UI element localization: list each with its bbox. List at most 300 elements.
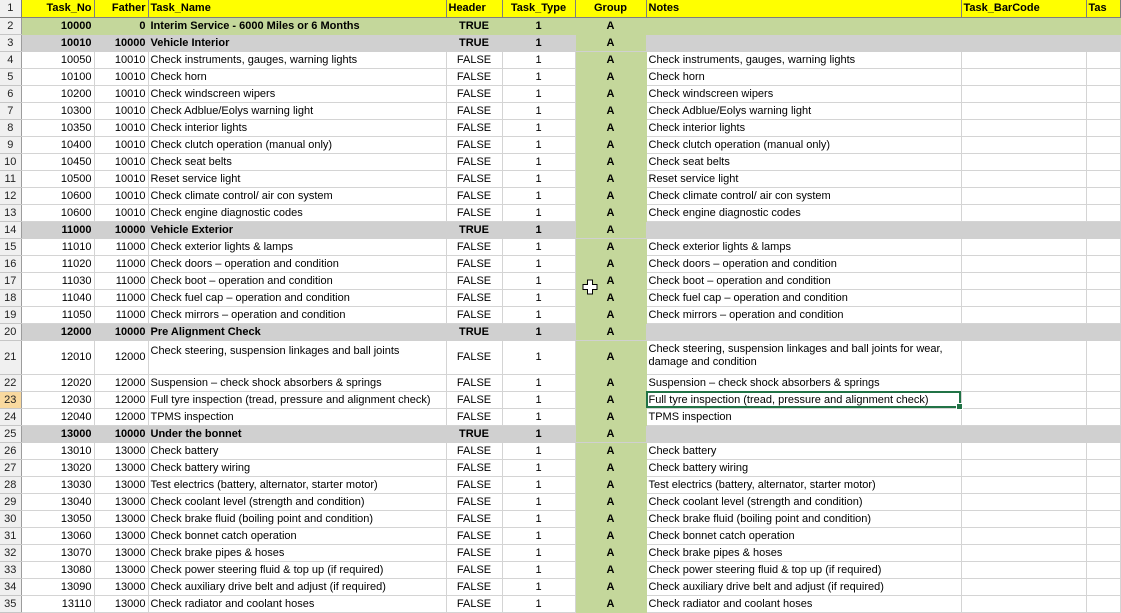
cell-task-barcode[interactable] — [961, 527, 1086, 544]
cell-task-barcode[interactable] — [961, 289, 1086, 306]
cell-header[interactable]: FALSE — [446, 255, 502, 272]
row-number[interactable]: 19 — [0, 306, 21, 323]
cell-header[interactable]: FALSE — [446, 85, 502, 102]
cell-task-no[interactable]: 12040 — [21, 408, 94, 425]
column-header-tas[interactable]: Tas — [1086, 0, 1120, 17]
row-number[interactable]: 18 — [0, 289, 21, 306]
cell-task-barcode[interactable] — [961, 442, 1086, 459]
cell-header[interactable]: FALSE — [446, 595, 502, 612]
cell-task-type[interactable]: 1 — [502, 204, 575, 221]
cell-father[interactable]: 13000 — [94, 510, 148, 527]
row-number[interactable]: 15 — [0, 238, 21, 255]
cell-task-name[interactable]: Check clutch operation (manual only) — [148, 136, 446, 153]
cell-task-no[interactable]: 10350 — [21, 119, 94, 136]
cell-group[interactable]: A — [575, 204, 646, 221]
cell-notes[interactable]: Check mirrors – operation and condition — [646, 306, 961, 323]
cell-tas[interactable] — [1086, 391, 1120, 408]
cell-header[interactable]: FALSE — [446, 578, 502, 595]
row-number[interactable]: 32 — [0, 544, 21, 561]
cell-father[interactable]: 12000 — [94, 391, 148, 408]
row-number[interactable]: 14 — [0, 221, 21, 238]
cell-task-barcode[interactable] — [961, 391, 1086, 408]
cell-task-name[interactable]: Check power steering fluid & top up (if required) — [148, 561, 446, 578]
cell-task-name[interactable]: Check steering, suspension linkages and ball joints — [148, 340, 446, 374]
cell-header[interactable]: FALSE — [446, 204, 502, 221]
cell-task-name[interactable]: Check auxiliary drive belt and adjust (if required) — [148, 578, 446, 595]
cell-task-type[interactable]: 1 — [502, 272, 575, 289]
cell-task-name[interactable]: TPMS inspection — [148, 408, 446, 425]
cell-tas[interactable] — [1086, 221, 1120, 238]
cell-group[interactable]: A — [575, 119, 646, 136]
cell-task-barcode[interactable] — [961, 119, 1086, 136]
cell-father[interactable]: 13000 — [94, 476, 148, 493]
cell-tas[interactable] — [1086, 238, 1120, 255]
cell-task-no[interactable]: 12030 — [21, 391, 94, 408]
cell-father[interactable]: 11000 — [94, 238, 148, 255]
row-number[interactable]: 35 — [0, 595, 21, 612]
cell-tas[interactable] — [1086, 476, 1120, 493]
cell-task-no[interactable]: 10300 — [21, 102, 94, 119]
cell-task-name[interactable]: Vehicle Exterior — [148, 221, 446, 238]
cell-task-name[interactable]: Check exterior lights & lamps — [148, 238, 446, 255]
cell-task-barcode[interactable] — [961, 153, 1086, 170]
cell-father[interactable]: 11000 — [94, 289, 148, 306]
cell-task-no[interactable]: 11000 — [21, 221, 94, 238]
cell-task-name[interactable]: Test electrics (battery, alternator, starter motor) — [148, 476, 446, 493]
cell-task-barcode[interactable] — [961, 187, 1086, 204]
cell-task-no[interactable]: 11020 — [21, 255, 94, 272]
cell-group[interactable]: A — [575, 561, 646, 578]
cell-father[interactable]: 11000 — [94, 272, 148, 289]
cell-father[interactable]: 13000 — [94, 493, 148, 510]
cell-tas[interactable] — [1086, 289, 1120, 306]
row-number[interactable]: 9 — [0, 136, 21, 153]
cell-tas[interactable] — [1086, 34, 1120, 51]
cell-notes[interactable] — [646, 425, 961, 442]
cell-header[interactable]: FALSE — [446, 340, 502, 374]
cell-notes[interactable]: Check exterior lights & lamps — [646, 238, 961, 255]
cell-notes[interactable]: Full tyre inspection (tread, pressure and alignment check) — [646, 391, 961, 408]
cell-task-type[interactable]: 1 — [502, 51, 575, 68]
cell-task-name[interactable]: Check fuel cap – operation and condition — [148, 289, 446, 306]
cell-task-barcode[interactable] — [961, 102, 1086, 119]
cell-tas[interactable] — [1086, 51, 1120, 68]
row-number[interactable]: 28 — [0, 476, 21, 493]
cell-tas[interactable] — [1086, 68, 1120, 85]
cell-father[interactable]: 12000 — [94, 408, 148, 425]
cell-task-type[interactable]: 1 — [502, 391, 575, 408]
cell-task-type[interactable]: 1 — [502, 17, 575, 34]
cell-tas[interactable] — [1086, 85, 1120, 102]
cell-task-barcode[interactable] — [961, 425, 1086, 442]
cell-group[interactable]: A — [575, 289, 646, 306]
cell-task-no[interactable]: 13000 — [21, 425, 94, 442]
cell-group[interactable]: A — [575, 595, 646, 612]
row-number[interactable]: 25 — [0, 425, 21, 442]
cell-header[interactable]: FALSE — [446, 51, 502, 68]
cell-group[interactable]: A — [575, 374, 646, 391]
cell-notes[interactable]: Check battery wiring — [646, 459, 961, 476]
cell-header[interactable]: FALSE — [446, 272, 502, 289]
cell-task-type[interactable]: 1 — [502, 374, 575, 391]
cell-task-no[interactable]: 10000 — [21, 17, 94, 34]
cell-task-no[interactable]: 13080 — [21, 561, 94, 578]
cell-header[interactable]: FALSE — [446, 476, 502, 493]
cell-task-barcode[interactable] — [961, 204, 1086, 221]
cell-task-no[interactable]: 13030 — [21, 476, 94, 493]
cell-group[interactable]: A — [575, 102, 646, 119]
cell-task-name[interactable]: Suspension – check shock absorbers & springs — [148, 374, 446, 391]
cell-task-type[interactable]: 1 — [502, 340, 575, 374]
cell-notes[interactable]: Check steering, suspension linkages and ball joints for wear, damage and condition — [646, 340, 961, 374]
row-number[interactable]: 11 — [0, 170, 21, 187]
cell-task-barcode[interactable] — [961, 272, 1086, 289]
cell-task-barcode[interactable] — [961, 34, 1086, 51]
cell-header[interactable]: FALSE — [446, 544, 502, 561]
cell-task-no[interactable]: 10400 — [21, 136, 94, 153]
cell-father[interactable]: 13000 — [94, 544, 148, 561]
cell-task-no[interactable]: 12020 — [21, 374, 94, 391]
cell-task-barcode[interactable] — [961, 595, 1086, 612]
cell-header[interactable]: FALSE — [446, 68, 502, 85]
cell-notes[interactable]: Suspension – check shock absorbers & springs — [646, 374, 961, 391]
row-number[interactable]: 17 — [0, 272, 21, 289]
cell-task-name[interactable]: Check horn — [148, 68, 446, 85]
row-number[interactable]: 5 — [0, 68, 21, 85]
cell-task-type[interactable]: 1 — [502, 34, 575, 51]
cell-task-type[interactable]: 1 — [502, 323, 575, 340]
cell-notes[interactable]: TPMS inspection — [646, 408, 961, 425]
cell-tas[interactable] — [1086, 153, 1120, 170]
cell-header[interactable]: FALSE — [446, 170, 502, 187]
cell-group[interactable]: A — [575, 391, 646, 408]
cell-task-type[interactable]: 1 — [502, 170, 575, 187]
cell-father[interactable]: 10010 — [94, 85, 148, 102]
cell-tas[interactable] — [1086, 442, 1120, 459]
cell-group[interactable]: A — [575, 323, 646, 340]
cell-tas[interactable] — [1086, 136, 1120, 153]
cell-father[interactable]: 10000 — [94, 425, 148, 442]
cell-header[interactable]: FALSE — [446, 187, 502, 204]
cell-task-name[interactable]: Check engine diagnostic codes — [148, 204, 446, 221]
cell-task-name[interactable]: Check doors – operation and condition — [148, 255, 446, 272]
cell-group[interactable]: A — [575, 476, 646, 493]
cell-task-name[interactable]: Check seat belts — [148, 153, 446, 170]
cell-group[interactable]: A — [575, 34, 646, 51]
cell-group[interactable]: A — [575, 238, 646, 255]
cell-task-no[interactable]: 11050 — [21, 306, 94, 323]
column-header-notes[interactable]: Notes — [646, 0, 961, 17]
cell-group[interactable]: A — [575, 306, 646, 323]
cell-task-type[interactable]: 1 — [502, 187, 575, 204]
cell-tas[interactable] — [1086, 544, 1120, 561]
cell-notes[interactable] — [646, 17, 961, 34]
cell-task-name[interactable]: Check battery — [148, 442, 446, 459]
cell-header[interactable]: FALSE — [446, 153, 502, 170]
cell-task-type[interactable]: 1 — [502, 595, 575, 612]
cell-task-type[interactable]: 1 — [502, 578, 575, 595]
column-header-task-no[interactable]: Task_No — [21, 0, 94, 17]
cell-task-type[interactable]: 1 — [502, 561, 575, 578]
cell-task-type[interactable]: 1 — [502, 442, 575, 459]
cell-header[interactable]: TRUE — [446, 221, 502, 238]
cell-header[interactable]: FALSE — [446, 119, 502, 136]
cell-header[interactable]: TRUE — [446, 425, 502, 442]
cell-task-barcode[interactable] — [961, 323, 1086, 340]
cell-task-barcode[interactable] — [961, 17, 1086, 34]
cell-task-barcode[interactable] — [961, 170, 1086, 187]
cell-father[interactable]: 10010 — [94, 153, 148, 170]
cell-task-name[interactable]: Check battery wiring — [148, 459, 446, 476]
cell-notes[interactable]: Check auxiliary drive belt and adjust (if required) — [646, 578, 961, 595]
cell-tas[interactable] — [1086, 493, 1120, 510]
cell-father[interactable]: 13000 — [94, 442, 148, 459]
cell-notes[interactable]: Check climate control/ air con system — [646, 187, 961, 204]
cell-tas[interactable] — [1086, 272, 1120, 289]
cell-task-no[interactable]: 13090 — [21, 578, 94, 595]
row-number[interactable]: 4 — [0, 51, 21, 68]
cell-task-type[interactable]: 1 — [502, 459, 575, 476]
cell-father[interactable]: 10000 — [94, 221, 148, 238]
cell-father[interactable]: 10010 — [94, 119, 148, 136]
cell-task-type[interactable]: 1 — [502, 289, 575, 306]
cell-notes[interactable] — [646, 323, 961, 340]
cell-header[interactable]: FALSE — [446, 408, 502, 425]
cell-group[interactable]: A — [575, 510, 646, 527]
cell-task-type[interactable]: 1 — [502, 510, 575, 527]
cell-task-no[interactable]: 12010 — [21, 340, 94, 374]
row-number[interactable]: 1 — [0, 0, 21, 17]
cell-group[interactable]: A — [575, 527, 646, 544]
cell-notes[interactable]: Check fuel cap – operation and condition — [646, 289, 961, 306]
cell-father[interactable]: 13000 — [94, 527, 148, 544]
cell-task-barcode[interactable] — [961, 51, 1086, 68]
cell-tas[interactable] — [1086, 255, 1120, 272]
cell-notes[interactable]: Check engine diagnostic codes — [646, 204, 961, 221]
column-header-task-type[interactable]: Task_Type — [502, 0, 575, 17]
cell-group[interactable]: A — [575, 408, 646, 425]
cell-task-barcode[interactable] — [961, 306, 1086, 323]
cell-father[interactable]: 13000 — [94, 561, 148, 578]
cell-father[interactable]: 11000 — [94, 255, 148, 272]
cell-group[interactable]: A — [575, 255, 646, 272]
row-number[interactable]: 13 — [0, 204, 21, 221]
row-number[interactable]: 12 — [0, 187, 21, 204]
cell-task-name[interactable]: Pre Alignment Check — [148, 323, 446, 340]
cell-notes[interactable]: Check windscreen wipers — [646, 85, 961, 102]
cell-task-name[interactable]: Check boot – operation and condition — [148, 272, 446, 289]
cell-task-barcode[interactable] — [961, 493, 1086, 510]
cell-header[interactable]: FALSE — [446, 527, 502, 544]
cell-notes[interactable]: Check doors – operation and condition — [646, 255, 961, 272]
cell-father[interactable]: 12000 — [94, 374, 148, 391]
cell-task-name[interactable]: Interim Service - 6000 Miles or 6 Months — [148, 17, 446, 34]
row-number[interactable]: 34 — [0, 578, 21, 595]
cell-header[interactable]: FALSE — [446, 306, 502, 323]
cell-tas[interactable] — [1086, 408, 1120, 425]
cell-group[interactable]: A — [575, 442, 646, 459]
cell-father[interactable]: 10010 — [94, 170, 148, 187]
cell-father[interactable]: 10010 — [94, 51, 148, 68]
cell-header[interactable]: TRUE — [446, 17, 502, 34]
cell-task-name[interactable]: Check radiator and coolant hoses — [148, 595, 446, 612]
cell-header[interactable]: FALSE — [446, 510, 502, 527]
cell-task-no[interactable]: 11040 — [21, 289, 94, 306]
cell-task-no[interactable]: 13020 — [21, 459, 94, 476]
row-number[interactable]: 24 — [0, 408, 21, 425]
cell-header[interactable]: FALSE — [446, 442, 502, 459]
cell-group[interactable]: A — [575, 187, 646, 204]
row-number[interactable]: 16 — [0, 255, 21, 272]
cell-notes[interactable]: Check coolant level (strength and condition) — [646, 493, 961, 510]
row-number[interactable]: 7 — [0, 102, 21, 119]
cell-group[interactable]: A — [575, 153, 646, 170]
cell-tas[interactable] — [1086, 374, 1120, 391]
column-header-task-name[interactable]: Task_Name — [148, 0, 446, 17]
cell-task-type[interactable]: 1 — [502, 119, 575, 136]
cell-group[interactable]: A — [575, 136, 646, 153]
cell-notes[interactable]: Check battery — [646, 442, 961, 459]
cell-task-barcode[interactable] — [961, 136, 1086, 153]
cell-header[interactable]: FALSE — [446, 493, 502, 510]
cell-task-barcode[interactable] — [961, 340, 1086, 374]
cell-father[interactable]: 13000 — [94, 595, 148, 612]
cell-tas[interactable] — [1086, 578, 1120, 595]
cell-notes[interactable]: Check clutch operation (manual only) — [646, 136, 961, 153]
row-number[interactable]: 10 — [0, 153, 21, 170]
cell-task-type[interactable]: 1 — [502, 527, 575, 544]
cell-father[interactable]: 10010 — [94, 102, 148, 119]
cell-header[interactable]: FALSE — [446, 289, 502, 306]
row-number[interactable]: 30 — [0, 510, 21, 527]
cell-group[interactable]: A — [575, 493, 646, 510]
cell-task-barcode[interactable] — [961, 221, 1086, 238]
cell-task-name[interactable]: Check mirrors – operation and condition — [148, 306, 446, 323]
cell-group[interactable]: A — [575, 340, 646, 374]
cell-task-no[interactable]: 10050 — [21, 51, 94, 68]
cell-task-type[interactable]: 1 — [502, 493, 575, 510]
cell-task-type[interactable]: 1 — [502, 136, 575, 153]
cell-notes[interactable]: Test electrics (battery, alternator, starter motor) — [646, 476, 961, 493]
cell-task-type[interactable]: 1 — [502, 544, 575, 561]
cell-task-no[interactable]: 10100 — [21, 68, 94, 85]
cell-notes[interactable]: Check power steering fluid & top up (if required) — [646, 561, 961, 578]
cell-task-type[interactable]: 1 — [502, 153, 575, 170]
cell-task-barcode[interactable] — [961, 85, 1086, 102]
cell-task-barcode[interactable] — [961, 255, 1086, 272]
row-number[interactable]: 27 — [0, 459, 21, 476]
row-number[interactable]: 22 — [0, 374, 21, 391]
row-number[interactable]: 21 — [0, 340, 21, 374]
cell-notes[interactable]: Check boot – operation and condition — [646, 272, 961, 289]
cell-group[interactable]: A — [575, 544, 646, 561]
cell-group[interactable]: A — [575, 272, 646, 289]
cell-header[interactable]: FALSE — [446, 561, 502, 578]
cell-tas[interactable] — [1086, 527, 1120, 544]
row-number[interactable]: 33 — [0, 561, 21, 578]
cell-task-name[interactable]: Check interior lights — [148, 119, 446, 136]
cell-father[interactable]: 0 — [94, 17, 148, 34]
cell-notes[interactable]: Check brake fluid (boiling point and condition) — [646, 510, 961, 527]
cell-tas[interactable] — [1086, 425, 1120, 442]
cell-header[interactable]: FALSE — [446, 391, 502, 408]
row-number[interactable]: 23 — [0, 391, 21, 408]
cell-father[interactable]: 11000 — [94, 306, 148, 323]
cell-task-barcode[interactable] — [961, 561, 1086, 578]
cell-notes[interactable]: Check bonnet catch operation — [646, 527, 961, 544]
cell-task-no[interactable]: 10450 — [21, 153, 94, 170]
cell-task-no[interactable]: 10600 — [21, 204, 94, 221]
cell-task-name[interactable]: Check Adblue/Eolys warning light — [148, 102, 446, 119]
cell-task-name[interactable]: Check brake fluid (boiling point and condition) — [148, 510, 446, 527]
cell-tas[interactable] — [1086, 119, 1120, 136]
cell-tas[interactable] — [1086, 306, 1120, 323]
cell-task-name[interactable]: Full tyre inspection (tread, pressure and alignment check) — [148, 391, 446, 408]
cell-header[interactable]: FALSE — [446, 374, 502, 391]
cell-task-type[interactable]: 1 — [502, 255, 575, 272]
cell-father[interactable]: 10010 — [94, 187, 148, 204]
cell-father[interactable]: 10010 — [94, 136, 148, 153]
cell-task-no[interactable]: 13050 — [21, 510, 94, 527]
cell-task-type[interactable]: 1 — [502, 85, 575, 102]
cell-task-type[interactable]: 1 — [502, 238, 575, 255]
cell-group[interactable]: A — [575, 85, 646, 102]
cell-header[interactable]: TRUE — [446, 323, 502, 340]
row-number[interactable]: 6 — [0, 85, 21, 102]
cell-father[interactable]: 10000 — [94, 34, 148, 51]
cell-task-barcode[interactable] — [961, 544, 1086, 561]
cell-notes[interactable]: Check brake pipes & hoses — [646, 544, 961, 561]
cell-father[interactable]: 13000 — [94, 578, 148, 595]
cell-group[interactable]: A — [575, 170, 646, 187]
row-number[interactable]: 3 — [0, 34, 21, 51]
column-header-header[interactable]: Header — [446, 0, 502, 17]
cell-task-type[interactable]: 1 — [502, 408, 575, 425]
cell-task-no[interactable]: 11010 — [21, 238, 94, 255]
cell-father[interactable]: 10010 — [94, 204, 148, 221]
cell-task-type[interactable]: 1 — [502, 221, 575, 238]
row-number[interactable]: 8 — [0, 119, 21, 136]
row-number[interactable]: 29 — [0, 493, 21, 510]
cell-task-barcode[interactable] — [961, 510, 1086, 527]
cell-task-name[interactable]: Check climate control/ air con system — [148, 187, 446, 204]
cell-tas[interactable] — [1086, 340, 1120, 374]
cell-notes[interactable] — [646, 221, 961, 238]
cell-task-name[interactable]: Check bonnet catch operation — [148, 527, 446, 544]
row-number[interactable]: 31 — [0, 527, 21, 544]
cell-task-no[interactable]: 13110 — [21, 595, 94, 612]
cell-tas[interactable] — [1086, 102, 1120, 119]
column-header-father[interactable]: Father — [94, 0, 148, 17]
cell-notes[interactable]: Check seat belts — [646, 153, 961, 170]
cell-notes[interactable]: Check Adblue/Eolys warning light — [646, 102, 961, 119]
cell-notes[interactable]: Check horn — [646, 68, 961, 85]
cell-tas[interactable] — [1086, 510, 1120, 527]
cell-tas[interactable] — [1086, 187, 1120, 204]
cell-task-no[interactable]: 10600 — [21, 187, 94, 204]
cell-tas[interactable] — [1086, 323, 1120, 340]
cell-task-name[interactable]: Check instruments, gauges, warning lights — [148, 51, 446, 68]
cell-task-barcode[interactable] — [961, 68, 1086, 85]
cell-task-no[interactable]: 13060 — [21, 527, 94, 544]
cell-task-no[interactable]: 13070 — [21, 544, 94, 561]
cell-task-barcode[interactable] — [961, 238, 1086, 255]
cell-task-barcode[interactable] — [961, 374, 1086, 391]
cell-group[interactable]: A — [575, 221, 646, 238]
cell-task-no[interactable]: 13010 — [21, 442, 94, 459]
cell-tas[interactable] — [1086, 459, 1120, 476]
cell-group[interactable]: A — [575, 68, 646, 85]
